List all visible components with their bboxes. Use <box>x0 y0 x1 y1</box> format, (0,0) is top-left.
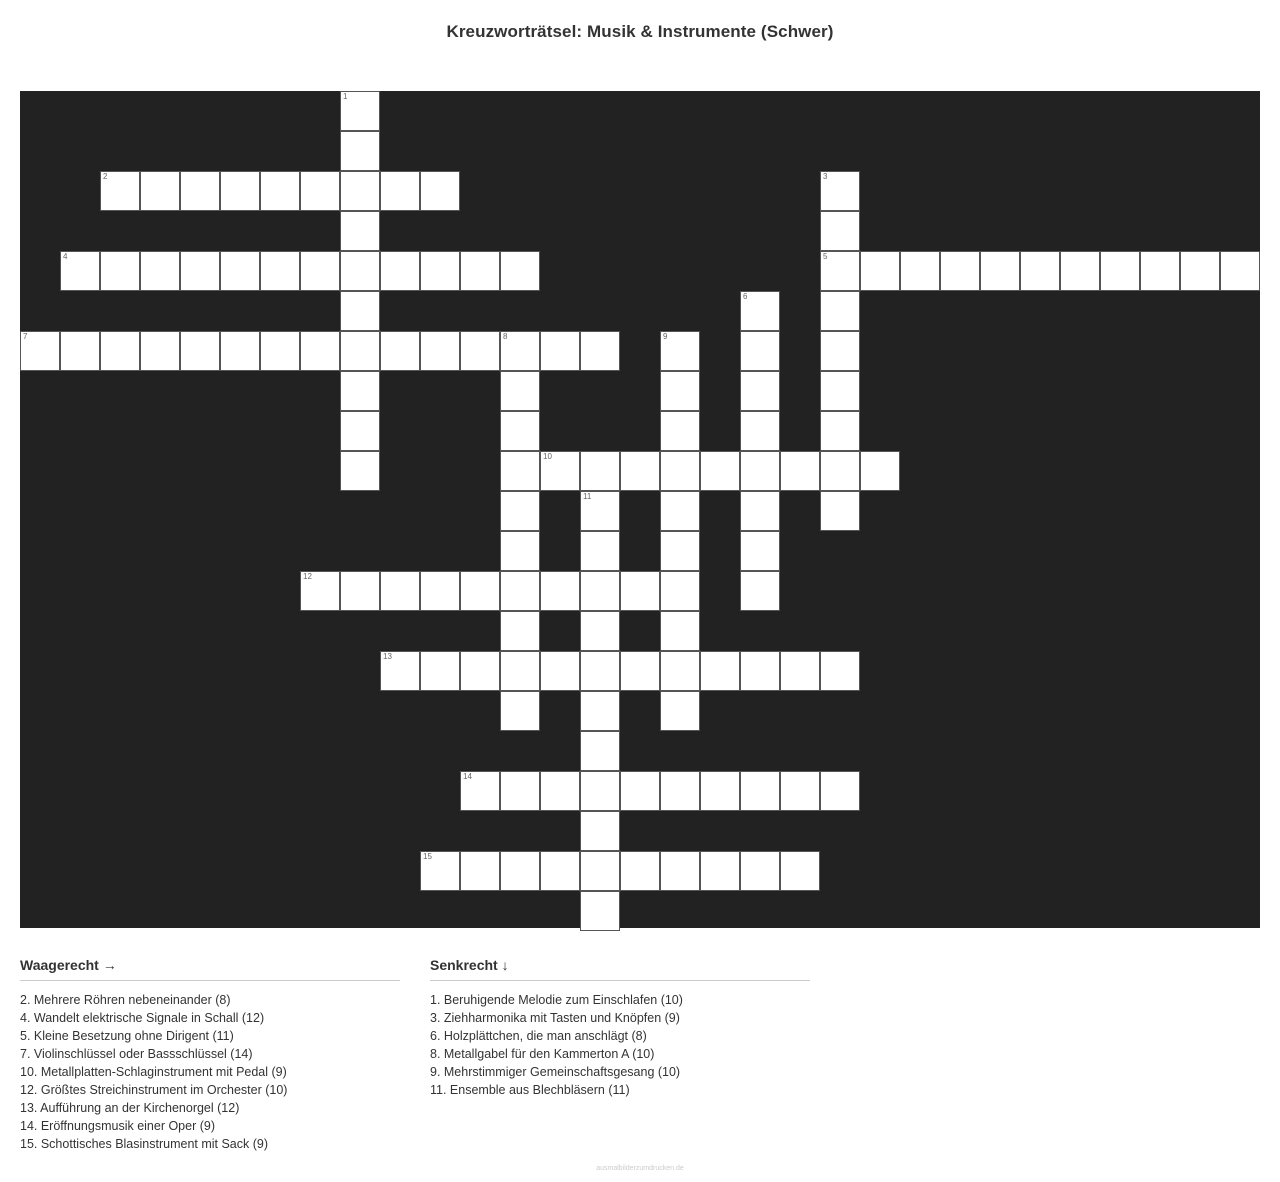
grid-cell[interactable] <box>540 851 580 891</box>
grid-cell[interactable] <box>660 691 700 731</box>
grid-cell[interactable] <box>660 491 700 531</box>
grid-cell[interactable] <box>580 611 620 651</box>
grid-cell[interactable] <box>820 771 860 811</box>
crossword-grid[interactable] <box>20 91 1260 928</box>
clue-item: 2. Mehrere Röhren nebeneinander (8) <box>20 993 231 1007</box>
grid-cell[interactable] <box>100 331 140 371</box>
clues-down-heading: Senkrecht ↓ <box>430 957 810 981</box>
grid-cell[interactable] <box>620 851 660 891</box>
grid-cell[interactable] <box>740 411 780 451</box>
clue-item: 3. Ziehharmonika mit Tasten und Knöpfen (9) <box>430 1011 680 1025</box>
grid-cell[interactable] <box>140 331 180 371</box>
grid-cell[interactable] <box>260 251 300 291</box>
grid-cell[interactable] <box>500 771 540 811</box>
grid-cell[interactable] <box>340 291 380 331</box>
grid-cell[interactable] <box>1020 251 1060 291</box>
grid-cell[interactable] <box>740 291 780 331</box>
grid-cell[interactable] <box>500 691 540 731</box>
grid-cell[interactable] <box>260 331 300 371</box>
cell-number: 6 <box>743 292 748 301</box>
grid-cell[interactable] <box>860 451 900 491</box>
clues-down <box>430 957 840 1153</box>
grid-cell[interactable] <box>100 171 140 211</box>
grid-cell[interactable] <box>660 651 700 691</box>
grid-cell[interactable] <box>300 571 340 611</box>
grid-cell[interactable] <box>660 851 700 891</box>
cell-number: 14 <box>463 772 472 781</box>
watermark: ausmalbilderzumdrucken.de <box>596 1165 684 1172</box>
grid-cell[interactable] <box>460 651 500 691</box>
grid-cell[interactable] <box>500 611 540 651</box>
cell-number: 12 <box>303 572 312 581</box>
cell-number: 15 <box>423 852 432 861</box>
crossword-grid-cells[interactable] <box>20 91 1260 928</box>
grid-cell[interactable] <box>340 131 380 171</box>
clue-item: 1. Beruhigende Melodie zum Einschlafen (10) <box>430 993 683 1007</box>
grid-cell[interactable] <box>340 171 380 211</box>
cell-number: 4 <box>63 252 68 261</box>
clue-item: 5. Kleine Besetzung ohne Dirigent (11) <box>20 1029 234 1043</box>
cell-number: 13 <box>383 652 392 661</box>
grid-cell[interactable] <box>740 491 780 531</box>
grid-cell[interactable] <box>300 171 340 211</box>
grid-cell[interactable] <box>820 331 860 371</box>
grid-cell[interactable] <box>580 491 620 531</box>
clue-item: 6. Holzplättchen, die man anschlägt (8) <box>430 1029 647 1043</box>
grid-cell[interactable] <box>580 531 620 571</box>
grid-cell[interactable] <box>700 851 740 891</box>
grid-cell[interactable] <box>580 571 620 611</box>
clues-across-heading: Waagerecht → <box>20 957 400 981</box>
grid-cell[interactable] <box>820 491 860 531</box>
grid-cell[interactable] <box>980 251 1020 291</box>
grid-cell[interactable] <box>540 651 580 691</box>
grid-cell[interactable] <box>820 251 860 291</box>
grid-cell[interactable] <box>780 451 820 491</box>
grid-cell[interactable] <box>820 411 860 451</box>
cell-number: 8 <box>503 332 508 341</box>
clue-item: 13. Aufführung an der Kirchenorgel (12) <box>20 1101 240 1115</box>
clue-item: 9. Mehrstimmiger Gemeinschaftsgesang (10) <box>430 1065 681 1079</box>
grid-cell[interactable] <box>340 331 380 371</box>
clues-across-list <box>20 991 430 1153</box>
grid-cell[interactable] <box>820 291 860 331</box>
grid-cell[interactable] <box>1100 251 1140 291</box>
grid-cell[interactable] <box>540 571 580 611</box>
clue-item: 7. Violinschlüssel oder Bassschlüssel (14) <box>20 1047 253 1061</box>
grid-cell[interactable] <box>700 451 740 491</box>
grid-cell[interactable] <box>620 571 660 611</box>
grid-cell[interactable] <box>260 171 300 211</box>
grid-cell[interactable] <box>340 251 380 291</box>
grid-cell[interactable] <box>740 371 780 411</box>
grid-cell[interactable] <box>940 251 980 291</box>
grid-cell[interactable] <box>140 171 180 211</box>
grid-cell[interactable] <box>500 491 540 531</box>
grid-cell[interactable] <box>620 771 660 811</box>
grid-cell[interactable] <box>420 251 460 291</box>
grid-cell[interactable] <box>140 251 180 291</box>
grid-cell[interactable] <box>740 651 780 691</box>
cell-number: 7 <box>23 332 28 341</box>
grid-cell[interactable] <box>60 251 100 291</box>
grid-cell[interactable] <box>820 371 860 411</box>
grid-cell[interactable] <box>420 651 460 691</box>
grid-cell[interactable] <box>500 411 540 451</box>
grid-cell[interactable] <box>380 251 420 291</box>
grid-cell[interactable] <box>580 731 620 771</box>
grid-cell[interactable] <box>340 91 380 131</box>
grid-cell[interactable] <box>340 451 380 491</box>
grid-cell[interactable] <box>420 571 460 611</box>
grid-cell[interactable] <box>900 251 940 291</box>
grid-cell[interactable] <box>580 451 620 491</box>
grid-cell[interactable] <box>420 851 460 891</box>
grid-cell[interactable] <box>660 371 700 411</box>
grid-cell[interactable] <box>340 211 380 251</box>
grid-cell[interactable] <box>380 651 420 691</box>
grid-cell[interactable] <box>820 211 860 251</box>
grid-cell[interactable] <box>420 331 460 371</box>
grid-cell[interactable] <box>820 451 860 491</box>
clue-item: 4. Wandelt elektrische Signale in Schall (12) <box>20 1011 265 1025</box>
grid-cell[interactable] <box>460 851 500 891</box>
grid-cell[interactable] <box>1220 251 1260 291</box>
grid-cell[interactable] <box>500 251 540 291</box>
grid-cell[interactable] <box>780 771 820 811</box>
page-title: Kreuzworträtsel: Musik & Instrumente (Schwer) <box>446 22 834 41</box>
grid-cell[interactable] <box>500 451 540 491</box>
grid-cell[interactable] <box>300 331 340 371</box>
grid-cell[interactable] <box>620 651 660 691</box>
grid-cell[interactable] <box>660 531 700 571</box>
grid-cell[interactable] <box>1140 251 1180 291</box>
clues-down-list <box>430 991 840 1099</box>
cell-number: 1 <box>343 92 348 101</box>
cell-number: 2 <box>103 172 108 181</box>
clue-item: 11. Ensemble aus Blechbläsern (11) <box>430 1083 630 1097</box>
grid-cell[interactable] <box>580 811 620 851</box>
clue-item: 12. Größtes Streichinstrument im Orchester (10) <box>20 1083 288 1097</box>
grid-cell[interactable] <box>740 851 780 891</box>
grid-cell[interactable] <box>660 771 700 811</box>
grid-cell[interactable] <box>300 251 340 291</box>
grid-cell[interactable] <box>580 691 620 731</box>
clues-section <box>20 957 1260 1153</box>
grid-cell[interactable] <box>500 371 540 411</box>
grid-cell[interactable] <box>460 771 500 811</box>
grid-cell[interactable] <box>500 571 540 611</box>
grid-cell[interactable] <box>820 171 860 211</box>
grid-cell[interactable] <box>740 451 780 491</box>
cell-number: 10 <box>543 452 552 461</box>
grid-cell[interactable] <box>740 531 780 571</box>
grid-cell[interactable] <box>660 571 700 611</box>
clues-across <box>20 957 430 1153</box>
grid-cell[interactable] <box>740 331 780 371</box>
grid-cell[interactable] <box>340 411 380 451</box>
grid-cell[interactable] <box>740 571 780 611</box>
grid-cell[interactable] <box>380 171 420 211</box>
grid-cell[interactable] <box>580 851 620 891</box>
grid-cell[interactable] <box>580 331 620 371</box>
grid-cell[interactable] <box>460 571 500 611</box>
grid-cell[interactable] <box>700 771 740 811</box>
grid-cell[interactable] <box>820 651 860 691</box>
clue-item: 10. Metallplatten-Schlaginstrument mit Pedal (9) <box>20 1065 287 1079</box>
grid-cell[interactable] <box>420 171 460 211</box>
grid-cell[interactable] <box>340 371 380 411</box>
grid-cell[interactable] <box>540 771 580 811</box>
grid-cell[interactable] <box>660 451 700 491</box>
grid-cell[interactable] <box>380 571 420 611</box>
cell-number: 9 <box>663 332 668 341</box>
cell-number: 5 <box>823 252 828 261</box>
grid-cell[interactable] <box>780 851 820 891</box>
cell-number: 3 <box>823 172 828 181</box>
grid-cell[interactable] <box>540 331 580 371</box>
grid-cell[interactable] <box>580 891 620 931</box>
grid-cell[interactable] <box>660 411 700 451</box>
grid-cell[interactable] <box>660 611 700 651</box>
grid-cell[interactable] <box>380 331 420 371</box>
grid-cell[interactable] <box>740 771 780 811</box>
grid-cell[interactable] <box>20 331 60 371</box>
grid-cell[interactable] <box>180 331 220 371</box>
clue-item: 14. Eröffnungsmusik einer Oper (9) <box>20 1119 216 1133</box>
grid-cell[interactable] <box>580 771 620 811</box>
clue-item: 15. Schottisches Blasinstrument mit Sack (9) <box>20 1137 269 1151</box>
grid-cell[interactable] <box>1180 251 1220 291</box>
grid-cell[interactable] <box>220 331 260 371</box>
grid-cell[interactable] <box>100 251 140 291</box>
grid-cell[interactable] <box>180 251 220 291</box>
grid-cell[interactable] <box>500 651 540 691</box>
grid-cell[interactable] <box>340 571 380 611</box>
grid-cell[interactable] <box>500 851 540 891</box>
grid-cell[interactable] <box>660 331 700 371</box>
grid-cell[interactable] <box>460 331 500 371</box>
grid-cell[interactable] <box>500 331 540 371</box>
grid-cell[interactable] <box>580 651 620 691</box>
cell-number: 11 <box>583 492 592 501</box>
grid-cell[interactable] <box>60 331 100 371</box>
grid-cell[interactable] <box>1060 251 1100 291</box>
grid-cell[interactable] <box>180 171 220 211</box>
grid-cell[interactable] <box>460 251 500 291</box>
grid-cell[interactable] <box>700 651 740 691</box>
grid-cell[interactable] <box>220 171 260 211</box>
grid-cell[interactable] <box>620 451 660 491</box>
grid-cell[interactable] <box>780 651 820 691</box>
grid-cell[interactable] <box>540 451 580 491</box>
grid-cell[interactable] <box>500 531 540 571</box>
grid-cell[interactable] <box>220 251 260 291</box>
clue-item: 8. Metallgabel für den Kammerton A (10) <box>430 1047 655 1061</box>
grid-cell[interactable] <box>860 251 900 291</box>
